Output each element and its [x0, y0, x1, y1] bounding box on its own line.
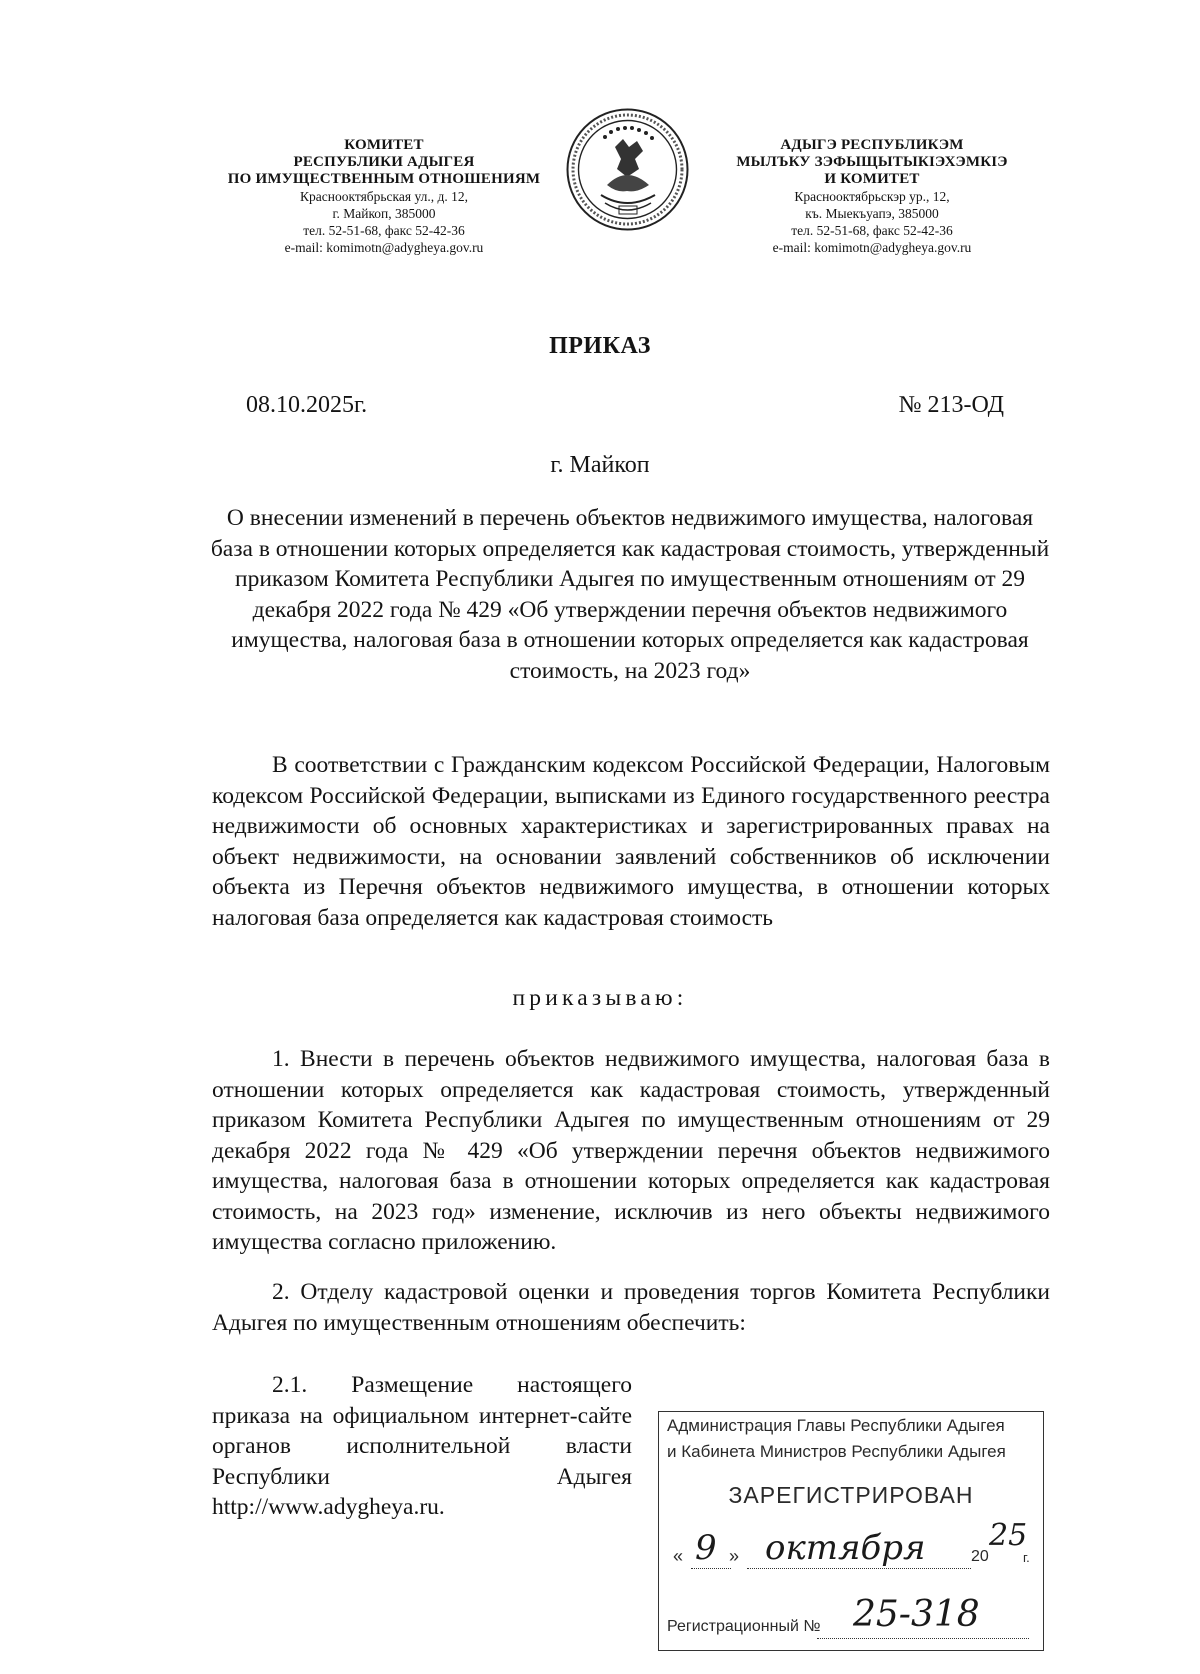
- document-date: 08.10.2025г.: [246, 392, 368, 418]
- header-left-line3: ПО ИМУЩЕСТВЕННЫМ ОТНОШЕНИЯМ: [227, 171, 541, 187]
- header-left-line2: РЕСПУБЛИКИ АДЫГЕЯ: [293, 154, 475, 170]
- item-1-paragraph: 1. Внести в перечень объектов недвижимого имущества, налоговая база в отношении которых определяется как кадастровая стоимость, утвержденный приказом Комитета Республики Адыгея по имущественным отношениям от 29 декабря 2022 года № 429 «Об утверждении перечня объектов недвижимого имущества, налоговая база в отношении которых определяется как кадастровая стоимость, на 2023 год» изменение, исключив из него объекты недвижимого имущества согласно приложению.: [212, 1046, 1050, 1255]
- order-word: приказываю:: [512, 985, 688, 1011]
- stamp-registration-row: [667, 1594, 1037, 1644]
- item-2-1-paragraph: 2.1. Размещение настоящего приказа на официальном интернет-сайте органов исполнительной власти Республики Адыгея http://www.adygheya.ru.: [212, 1372, 632, 1520]
- header-right-line2: МЫЛЪКУ ЗЭФЫЩЫТЫКIЭХЭМКIЭ: [736, 154, 1008, 170]
- header-right-line3: И КОМИТЕТ: [824, 171, 920, 187]
- document-subject: О внесении изменений в перечень объектов недвижимого имущества, налоговая база в отношении которых определяется как кадастровая стоимость, утвержденный приказом Комитета Республики Адыгея по имущественным отношениям от 29 декабря 2022 года № 429 «Об утверждении перечня объектов недвижимого имущества, налоговая база в отношении которых определяется как кадастровая стоимость, на 2023 год»: [210, 505, 1050, 684]
- item-2-paragraph: 2. Отделу кадастровой оценки и проведения торгов Комитета Республики Адыгея по имущественным отношениям обеспечить:: [212, 1279, 1050, 1336]
- header-right-phone: тел. 52-51-68, факс 52-42-36: [791, 223, 953, 238]
- header-left-phone: тел. 52-51-68, факс 52-42-36: [303, 223, 465, 238]
- document-city: г. Майкоп: [550, 452, 650, 478]
- stamp-date-row: « 9 » октября 20 25 г.: [673, 1518, 1030, 1568]
- document-title: ПРИКАЗ: [549, 333, 651, 359]
- registration-stamp: [658, 1411, 1044, 1651]
- header-left-line1: КОМИТЕТ: [344, 137, 424, 153]
- header-right-block: [702, 137, 1042, 256]
- stamp-authority-line2: и Кабинета Министров Республики Адыгея: [667, 1442, 1006, 1461]
- header-right-city: къ. Мыекъуапэ, 385000: [805, 206, 939, 221]
- header-left-email: e-mail: komimotn@adygheya.gov.ru: [284, 240, 484, 255]
- document-number: № 213-ОД: [898, 392, 1004, 418]
- adygea-coat-of-arms-emblem: [565, 107, 690, 232]
- stamp-year-mark: г.: [1023, 1550, 1030, 1565]
- stamp-year-prefix: 20: [971, 1548, 989, 1565]
- header-right-email: e-mail: komimotn@adygheya.gov.ru: [772, 240, 972, 255]
- basis-paragraph: В соответствии с Гражданским кодексом Российской Федерации, Налоговым кодексом Российской Федерации, выписками из Единого государственного реестра недвижимости об основных характеристиках и зарегистрированных правах на объект недвижимости, на основании заявлений собственников об исключении объекта из Перечня объектов недвижимого имущества, в отношении которых налоговая база определяется как кадастровая стоимость: [212, 752, 1050, 931]
- stamp-status: ЗАРЕГИСТРИРОВАН: [728, 1482, 974, 1508]
- stamp-authority-line1: Администрация Главы Республики Адыгея: [667, 1416, 1005, 1435]
- header-left-block: [196, 137, 572, 256]
- stamp-year-suffix: 25: [989, 1518, 1028, 1553]
- header-left-address: Краснооктябрьская ул., д. 12,: [300, 189, 468, 204]
- header-right-address: Краснооктябрьскэр ур., 12,: [794, 189, 950, 204]
- stamp-day: 9: [695, 1528, 717, 1568]
- stamp-month: октября: [765, 1528, 926, 1568]
- header-right-line1: АДЫГЭ РЕСПУБЛИКЭМ: [780, 137, 964, 153]
- stamp-reg-number: 25-318: [853, 1594, 980, 1635]
- header-left-city: г. Майкоп, 385000: [332, 206, 436, 221]
- stamp-reg-label: Регистрационный №: [667, 1618, 821, 1635]
